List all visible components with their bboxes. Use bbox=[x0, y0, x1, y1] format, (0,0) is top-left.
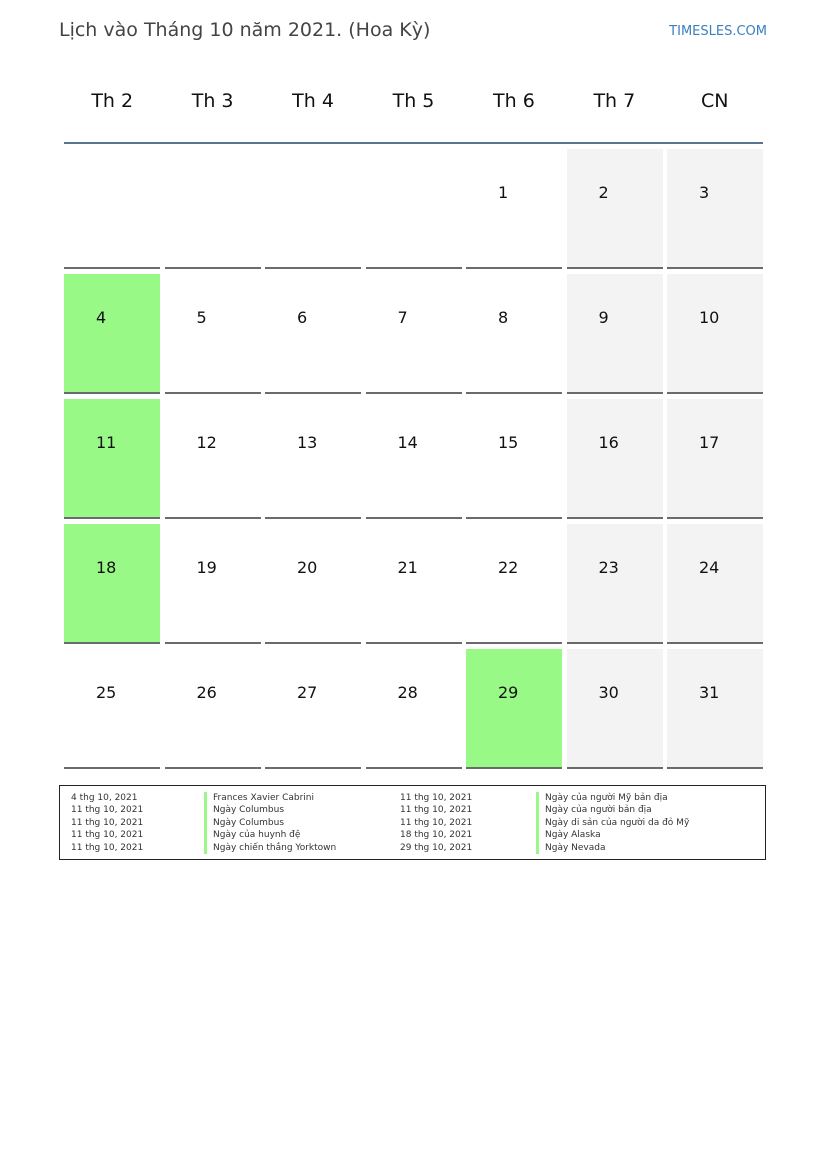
day-cell-weekend[interactable] bbox=[667, 649, 763, 769]
day-number: 30 bbox=[598, 683, 619, 702]
legend-row bbox=[71, 792, 391, 804]
day-number: 23 bbox=[598, 558, 619, 577]
legend-date: 11 thg 10, 2021 bbox=[400, 817, 473, 828]
day-cell bbox=[165, 149, 261, 269]
day-cell-weekend[interactable] bbox=[667, 399, 763, 519]
day-cell[interactable] bbox=[466, 399, 562, 519]
day-cell-holiday[interactable] bbox=[466, 649, 562, 769]
day-cell[interactable] bbox=[265, 649, 361, 769]
day-number: 18 bbox=[96, 558, 117, 577]
weekday-label: Th 7 bbox=[593, 90, 636, 112]
day-cell-holiday[interactable] bbox=[64, 399, 160, 519]
legend-column-right bbox=[400, 792, 720, 854]
weekday-label: Th 3 bbox=[191, 90, 234, 112]
day-number: 17 bbox=[699, 433, 720, 452]
legend-row bbox=[400, 792, 720, 804]
day-cell bbox=[64, 149, 160, 269]
legend-date: 29 thg 10, 2021 bbox=[400, 842, 473, 853]
day-cell[interactable] bbox=[466, 149, 562, 269]
day-cell-weekend[interactable] bbox=[567, 649, 663, 769]
weekday-header-row bbox=[62, 90, 765, 112]
weekday-label: Th 6 bbox=[493, 90, 535, 112]
day-number: 20 bbox=[297, 558, 318, 577]
day-number: 25 bbox=[96, 683, 117, 702]
header-divider bbox=[64, 142, 763, 144]
day-cell-weekend[interactable] bbox=[667, 524, 763, 644]
legend-date: 4 thg 10, 2021 bbox=[71, 793, 138, 803]
day-cell[interactable] bbox=[366, 649, 462, 769]
legend-holiday-name: Ngày của người bản địa bbox=[536, 804, 652, 816]
day-cell-weekend[interactable] bbox=[667, 274, 763, 394]
holiday-legend bbox=[59, 785, 766, 860]
day-number: 12 bbox=[196, 433, 217, 452]
day-cell-holiday[interactable] bbox=[64, 524, 160, 644]
legend-holiday-name: Ngày của người Mỹ bản địa bbox=[536, 792, 668, 804]
legend-row bbox=[71, 842, 391, 854]
weekday-label: Th 5 bbox=[392, 90, 435, 112]
day-number: 27 bbox=[297, 683, 318, 702]
legend-row bbox=[71, 817, 391, 829]
day-number: 3 bbox=[699, 183, 710, 202]
day-cell[interactable] bbox=[466, 274, 562, 394]
day-number: 21 bbox=[397, 558, 418, 577]
day-cell-holiday[interactable] bbox=[64, 274, 160, 394]
weekday-label: Th 2 bbox=[91, 90, 134, 112]
day-cell[interactable] bbox=[366, 274, 462, 394]
legend-holiday-name: Ngày của huynh đệ bbox=[204, 829, 300, 841]
day-number: 16 bbox=[598, 433, 619, 452]
weekday-label: CN bbox=[701, 90, 729, 112]
day-number: 15 bbox=[498, 433, 519, 452]
day-number: 22 bbox=[498, 558, 519, 577]
day-cell[interactable] bbox=[265, 524, 361, 644]
legend-date: 11 thg 10, 2021 bbox=[71, 805, 144, 816]
calendar-grid bbox=[64, 149, 763, 770]
legend-date: 11 thg 10, 2021 bbox=[400, 793, 473, 803]
legend-row bbox=[400, 829, 720, 841]
day-number: 8 bbox=[498, 308, 509, 327]
brand-link[interactable]: TIMESLES.COM bbox=[669, 24, 767, 39]
legend-holiday-name: Ngày Nevada bbox=[536, 842, 606, 854]
legend-holiday-name: Ngày Columbus bbox=[204, 804, 284, 816]
legend-holiday-name: Frances Xavier Cabrini bbox=[204, 792, 314, 804]
day-cell-weekend[interactable] bbox=[567, 399, 663, 519]
day-cell bbox=[265, 149, 361, 269]
legend-row bbox=[400, 817, 720, 829]
day-number: 28 bbox=[397, 683, 418, 702]
day-cell[interactable] bbox=[165, 399, 261, 519]
day-number: 6 bbox=[297, 308, 308, 327]
day-number: 5 bbox=[196, 308, 207, 327]
day-number: 11 bbox=[96, 433, 117, 452]
day-number: 24 bbox=[699, 558, 720, 577]
day-cell[interactable] bbox=[265, 274, 361, 394]
day-number: 31 bbox=[699, 683, 720, 702]
legend-holiday-name: Ngày chiến thắng Yorktown bbox=[204, 842, 336, 854]
day-cell[interactable] bbox=[466, 524, 562, 644]
day-number: 9 bbox=[598, 308, 609, 327]
day-cell[interactable] bbox=[165, 524, 261, 644]
day-cell[interactable] bbox=[265, 399, 361, 519]
day-number: 2 bbox=[598, 183, 609, 202]
page-title: Lịch vào Tháng 10 năm 2021. (Hoa Kỳ) bbox=[59, 19, 431, 41]
legend-date: 11 thg 10, 2021 bbox=[400, 805, 473, 816]
day-number: 13 bbox=[297, 433, 318, 452]
weekday-label: Th 4 bbox=[292, 90, 334, 112]
day-number: 26 bbox=[196, 683, 217, 702]
legend-row bbox=[400, 842, 720, 854]
day-cell[interactable] bbox=[165, 274, 261, 394]
day-number: 10 bbox=[699, 308, 720, 327]
legend-row bbox=[71, 804, 391, 816]
day-cell[interactable] bbox=[165, 649, 261, 769]
day-number: 1 bbox=[498, 183, 509, 202]
legend-holiday-name: Ngày di sản của người da đỏ Mỹ bbox=[536, 817, 689, 829]
legend-date: 11 thg 10, 2021 bbox=[71, 830, 144, 841]
day-number: 4 bbox=[96, 308, 107, 327]
day-cell-weekend[interactable] bbox=[667, 149, 763, 269]
day-number: 14 bbox=[397, 433, 418, 452]
legend-date: 11 thg 10, 2021 bbox=[71, 842, 144, 853]
legend-date: 18 thg 10, 2021 bbox=[400, 830, 473, 841]
legend-row bbox=[71, 829, 391, 841]
legend-row bbox=[400, 804, 720, 816]
day-cell[interactable] bbox=[366, 524, 462, 644]
day-cell-weekend[interactable] bbox=[567, 149, 663, 269]
day-cell-weekend[interactable] bbox=[567, 274, 663, 394]
day-cell[interactable] bbox=[64, 649, 160, 769]
legend-column-left bbox=[71, 792, 391, 854]
day-number: 7 bbox=[397, 308, 408, 327]
legend-date: 11 thg 10, 2021 bbox=[71, 817, 144, 828]
day-cell bbox=[366, 149, 462, 269]
day-number: 29 bbox=[498, 683, 519, 702]
day-cell[interactable] bbox=[366, 399, 462, 519]
legend-holiday-name: Ngày Columbus bbox=[204, 817, 284, 829]
legend-holiday-name: Ngày Alaska bbox=[536, 829, 601, 841]
day-number: 19 bbox=[196, 558, 217, 577]
day-cell-weekend[interactable] bbox=[567, 524, 663, 644]
